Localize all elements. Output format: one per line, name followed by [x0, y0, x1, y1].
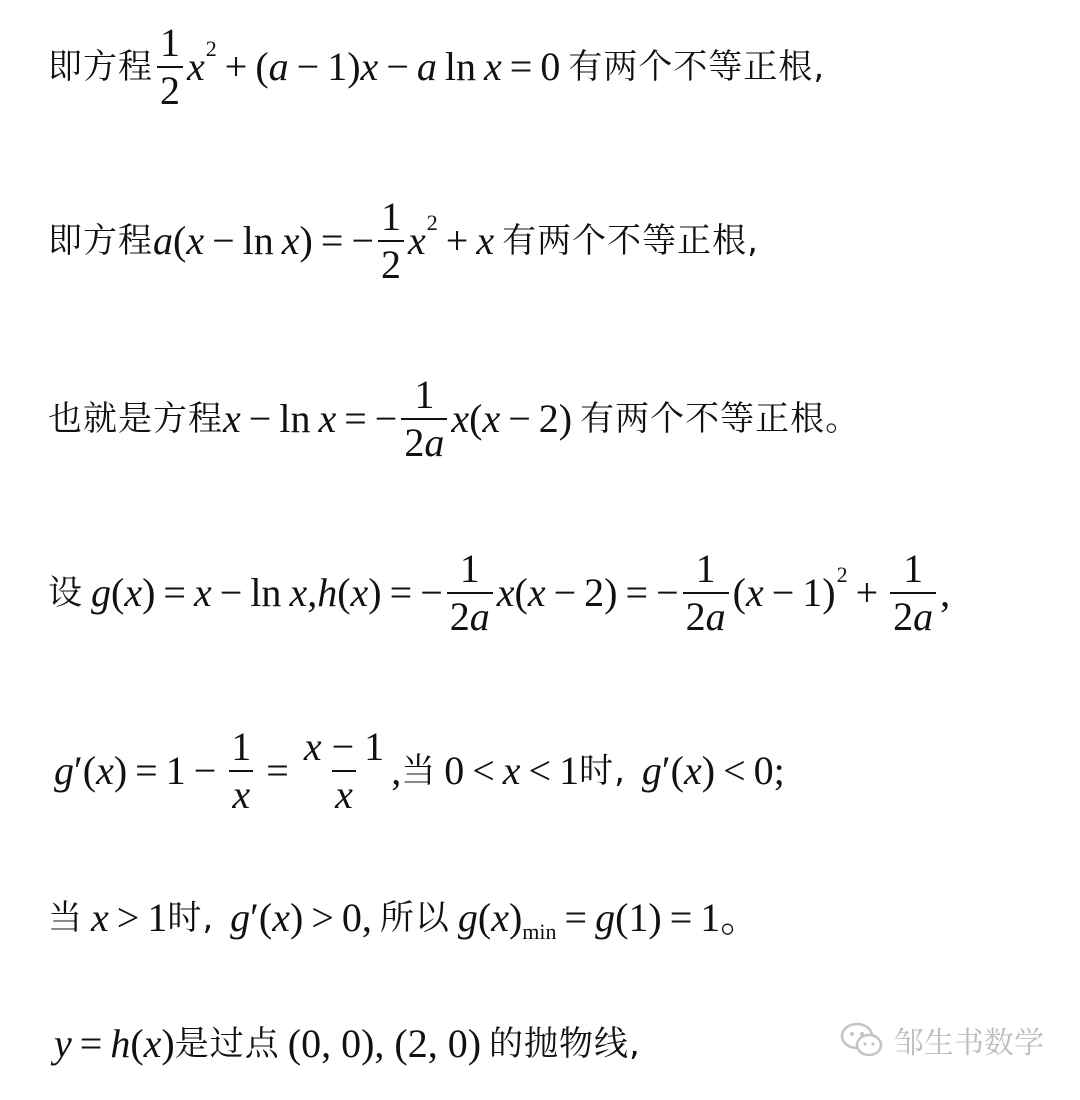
fraction-one-half: $\frac{1}{2}$ — [157, 22, 183, 112]
fraction-one-over-x: $\frac{1}{x}$ — [231, 724, 252, 817]
equation-line-4: 设 g ( x ) = x − ln x , h ( x ) = − $\frac{1}{2a}$ x ( x − 2) = − $\frac{1}{2a}$ ( x − 1) $^2$ + $\frac{1}{2a}$ , — [48, 546, 951, 639]
watermark — [838, 1018, 1044, 1062]
line7-suffix: 是过点 — [174, 1024, 280, 1064]
wechat-icon — [838, 1020, 886, 1060]
line5-tail-cn: 时, — [579, 751, 626, 791]
line5-mid: 当 — [401, 751, 437, 791]
line3-prefix: 也就是方程 — [48, 399, 223, 439]
equation-line-2: 即方程 a ( x − ln x ) = − $\frac{1}{2}$ x $^2$ + x 有两个不等正根, — [48, 194, 759, 287]
equation-line-5: g ′( x ) = 1 − $\frac{1}{x}$ = $\frac{x - 1}{x}$ , 当 0 < x < 1 时, g ′( x ) < 0 ; — [54, 724, 785, 817]
equation-line-6: 当 x > 1 时, g ′( x ) > 0 , 所以 g ( x ) $_{min}$ = g (1) = 1 。 — [48, 895, 761, 944]
line1-suffix: 有两个不等正根, — [568, 47, 826, 87]
fraction-x-minus-1-over-x: $\frac{x - 1}{x}$ — [303, 724, 385, 817]
line2-prefix: 即方程 — [48, 221, 153, 261]
fraction-one-over-2a-c: $\frac{1}{2a}$ — [683, 548, 729, 638]
equation-line-7: y = h ( x ) 是过点 (0, 0), (2, 0) 的抛物线, — [54, 1021, 641, 1066]
equation-line-1: 即方程 $\frac{1}{2}$ x $^2$ + ( a − 1) x − a ln x = 0 有两个不等正根, — [48, 20, 826, 113]
fraction-one-over-2a-d: $\frac{1}{2a}$ — [890, 548, 936, 638]
line3-suffix: 有两个不等正根。 — [580, 399, 861, 439]
line7-tail: 的抛物线, — [489, 1024, 641, 1064]
fraction-one-over-2a: $\frac{1}{2a}$ — [401, 374, 447, 464]
line6-mid-cn: 时, — [167, 898, 215, 938]
equation-line-3: 也就是方程 x − ln x = − $\frac{1}{2a}$ x ( x − 2) 有两个不等正根。 — [48, 372, 861, 465]
line6-prefix: 当 — [48, 898, 83, 938]
line6-mid2: 所以 — [379, 898, 450, 938]
line1-prefix: 即方程 — [48, 47, 153, 87]
line2-suffix: 有两个不等正根, — [502, 221, 759, 261]
fraction-one-half-2: $\frac{1}{2}$ — [378, 196, 404, 286]
watermark-text: 邹生书数学 — [894, 1026, 1044, 1061]
fraction-one-over-2a-b: $\frac{1}{2a}$ — [447, 548, 493, 638]
line4-prefix: 设 — [48, 573, 83, 613]
